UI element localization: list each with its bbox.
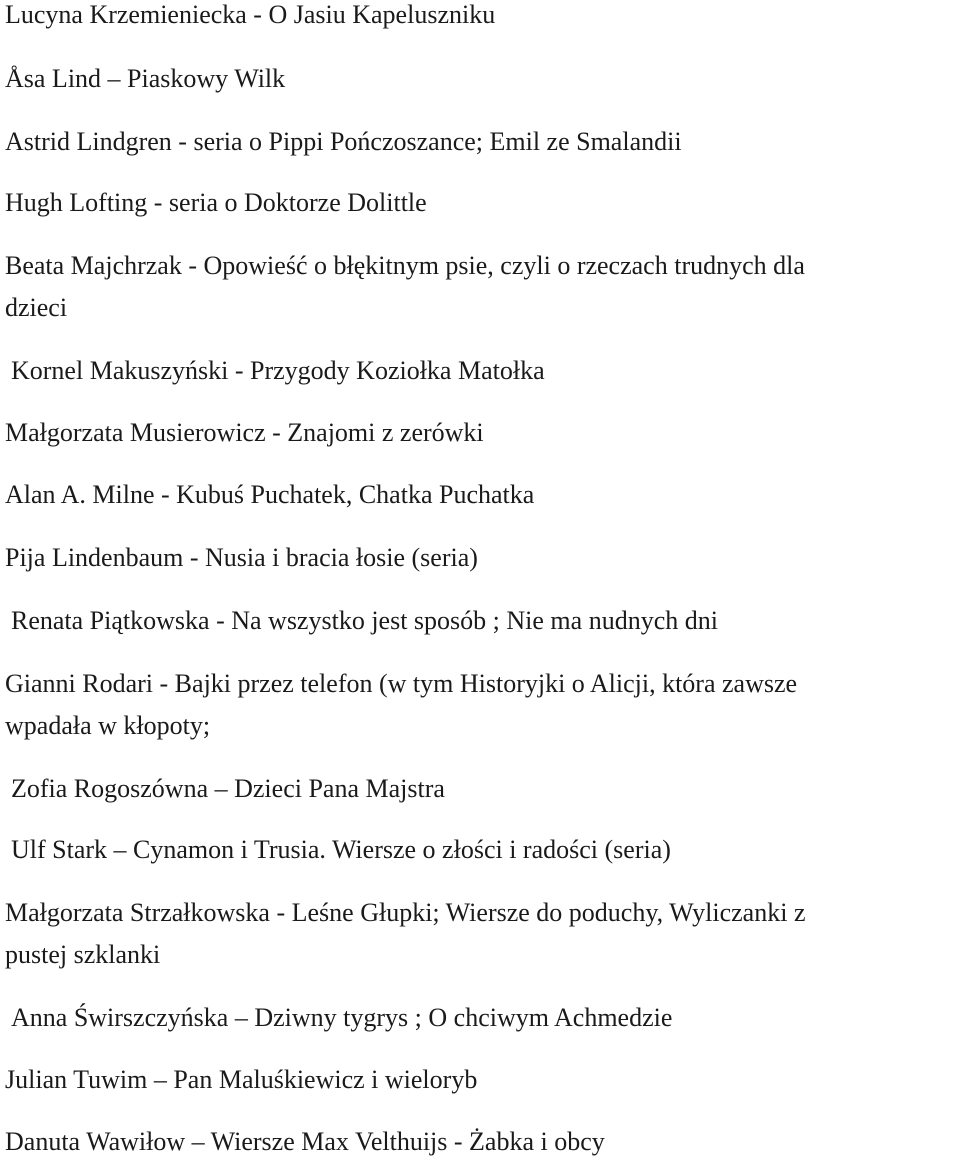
- list-item: Hugh Lofting - seria o Doktorze Dolittle: [5, 188, 427, 217]
- list-item: Alan A. Milne - Kubuś Puchatek, Chatka Puchatka: [5, 480, 535, 509]
- list-item: Ulf Stark – Cynamon i Trusia. Wiersze o złości i radości (seria): [11, 835, 671, 864]
- list-item: Renata Piątkowska - Na wszystko jest sposób ; Nie ma nudnych dni: [11, 606, 718, 635]
- list-item-line: Beata Majchrzak - Opowieść o błękitnym psie, czyli o rzeczach trudnych dla: [5, 251, 805, 280]
- list-item: Danuta Wawiłow – Wiersze Max Velthuijs - Żabka i obcy: [5, 1127, 605, 1156]
- list-item-line: wpadała w kłopoty;: [5, 711, 211, 740]
- list-item: Lucyna Krzemieniecka - O Jasiu Kapeluszniku: [5, 0, 496, 29]
- list-item-line: Gianni Rodari - Bajki przez telefon (w tym Historyjki o Alicji, która zawsze: [5, 669, 798, 698]
- list-item: [5, 663, 797, 747]
- list-item: Anna Świrszczyńska – Dziwny tygrys ; O chciwym Achmedzie: [11, 1003, 673, 1032]
- list-item: [5, 245, 805, 329]
- list-item: Julian Tuwim – Pan Maluśkiewicz i wieloryb: [5, 1065, 478, 1094]
- list-item-line: Małgorzata Strzałkowska - Leśne Głupki; Wiersze do poduchy, Wyliczanki z: [5, 898, 806, 927]
- list-item: Kornel Makuszyński - Przygody Koziołka Matołka: [11, 356, 545, 385]
- list-item-line: pustej szklanki: [5, 940, 161, 969]
- list-item: [5, 892, 806, 976]
- list-item: Astrid Lindgren - seria o Pippi Pończoszance; Emil ze Smalandii: [5, 127, 682, 156]
- list-item-line: dzieci: [5, 293, 68, 322]
- list-item: Åsa Lind – Piaskowy Wilk: [5, 64, 286, 93]
- list-item: Pija Lindenbaum - Nusia i bracia łosie (seria): [5, 543, 478, 572]
- list-item: Małgorzata Musierowicz - Znajomi z zerówki: [5, 418, 484, 447]
- list-item: Zofia Rogoszówna – Dzieci Pana Majstra: [11, 774, 445, 803]
